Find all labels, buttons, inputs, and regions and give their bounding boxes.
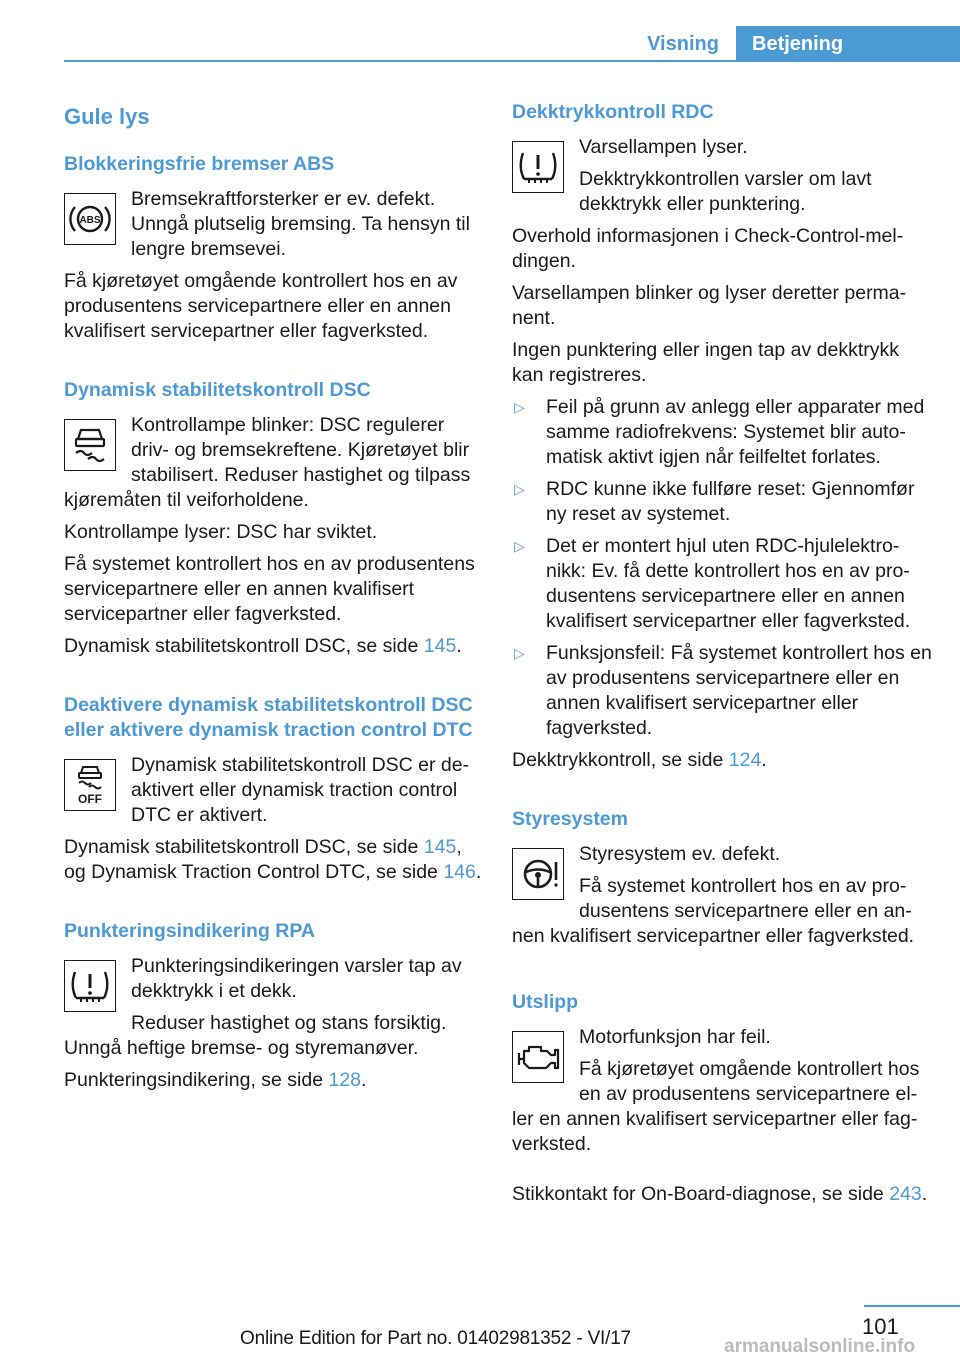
bullet-text: Det er montert hjul uten RDC-hjulelektronikk: Ev. få dette kontrollert hos en av produsentens servicepartnere eller en annen kvalifisert servicepartner eller fagverksted.: [546, 535, 911, 632]
dtc-reference: [64, 835, 482, 885]
rdc-reference: [512, 748, 932, 773]
list-item: [512, 534, 932, 634]
rdc-paragraph-3: Ingen punktering eller ingen tap av dekktrykk kan registreres.: [512, 339, 899, 386]
dtc-ref-text-1: Dynamisk stabilitetskontroll DSC, se side: [64, 836, 424, 858]
heading-abs: Blokkeringsfrie bremser ABS: [64, 153, 335, 175]
triangle-bullet-icon: ▷: [514, 481, 525, 497]
heading-rdc: Dekktrykkontroll RDC: [512, 101, 714, 123]
dtc-page-link-2[interactable]: 146: [443, 861, 476, 883]
left-column: [64, 100, 482, 1127]
dsc-paragraph-1: Kontrollampe lyser: DSC har sviktet.: [64, 521, 378, 543]
bullet-text: RDC kunne ikke fullføre reset: Gjennomfør ny reset av systemet.: [546, 478, 915, 525]
heading-dtc: Deaktivere dynamisk stabilitetskontroll DSC eller aktivere dynamisk traction control DTC: [64, 694, 473, 741]
rdc-text-1: Varsellampen lyser.: [579, 136, 748, 158]
watermark: armanualsonline.info: [724, 1336, 916, 1357]
footer-rule: [864, 1305, 960, 1307]
section-steering: [512, 807, 932, 956]
rdc-page-link[interactable]: 124: [728, 749, 762, 771]
rpa-reference: [64, 1068, 482, 1093]
dtc-page-link-1[interactable]: 145: [423, 836, 457, 858]
section-dtc: [64, 693, 482, 885]
section-title-yellow-lights: Gule lys: [64, 104, 150, 129]
heading-steering: Styresystem: [512, 808, 628, 830]
edition-text: Online Edition for Part no. 01402981352 - VI/17: [240, 1328, 631, 1349]
emission-page-link[interactable]: 243: [889, 1183, 922, 1205]
dsc-reference: [64, 634, 482, 659]
tab-visning[interactable]: [630, 26, 736, 62]
rpa-text-2: Reduser hastighet og stans forsiktig. Unngå heftige bremse- og styremanøver.: [64, 1012, 447, 1059]
rpa-ref-text: Punkteringsindikering, se side: [64, 1069, 329, 1091]
list-item: [512, 641, 932, 741]
triangle-bullet-icon: ▷: [514, 538, 525, 554]
dsc-ref-end: .: [456, 635, 462, 657]
steering-text-1: Styresystem ev. defekt.: [579, 843, 781, 865]
rdc-bullet-list: [512, 395, 932, 741]
emission-reference: [512, 1182, 932, 1207]
rpa-page-link[interactable]: 128: [328, 1069, 362, 1091]
steering-text-2: Få systemet kontrollert hos en av produsentens servicepartnere eller en annen kvalifisert servicepartner eller fagverksted.: [512, 875, 915, 947]
emission-ref-end: .: [921, 1183, 928, 1205]
section-rdc: [512, 100, 932, 773]
emission-text-2: Få kjøretøyet omgående kontrollert hos en av produsentens servicepartnere eller en annen kvalifisert servicepartner eller fagverksted.: [512, 1058, 920, 1155]
rdc-paragraph-2: Varsellampen blinker og lyser deretter permanent.: [512, 282, 907, 329]
section-emission: [512, 990, 932, 1207]
rdc-ref-end: .: [761, 749, 767, 771]
dtc-ref-end: .: [475, 861, 482, 883]
dsc-paragraph-2: Få systemet kontrollert hos en av produsentens servicepartnere eller en annen kvalifisert servicepartner eller fagverksted.: [64, 553, 475, 625]
abs-warning-icon: [64, 193, 116, 245]
rdc-paragraph-1: Overhold informasjonen i Check-Control-meldingen.: [512, 225, 904, 272]
section-rpa: [64, 919, 482, 1093]
tab-betjening-label: Betjening: [752, 32, 844, 55]
rdc-ref-text: Dekktrykkontroll, se side: [512, 749, 729, 771]
lamp-block-rdc: [512, 135, 932, 224]
section-abs: [64, 152, 482, 344]
tab-betjening[interactable]: [736, 26, 960, 62]
section-dsc: [64, 378, 482, 659]
dsc-text: Kontrollampe blinker: DSC regulerer driv- og bremsekreftene. Kjøretøyet blir stabilisert. Reduser hastighet og tilpass kjøremåten til veiforholdene.: [64, 414, 471, 511]
dsc-off-icon: [64, 759, 116, 811]
lamp-block-dtc: [64, 753, 482, 835]
dsc-off-label: OFF: [78, 792, 102, 806]
dsc-page-link[interactable]: 145: [423, 635, 457, 657]
right-column: [512, 100, 932, 1241]
dsc-ref-text: Dynamisk stabilitetskontroll DSC, se side: [64, 635, 424, 657]
header-rule: [64, 60, 960, 62]
bullet-text: Funksjonsfeil: Få systemet kontrollert hos en av produsentens servicepartnere eller en annen kvalifisert servicepartner eller fagverksted.: [546, 642, 932, 739]
dsc-skid-icon: [64, 419, 116, 471]
dtc-ref-mid: , og Dynamisk Traction Control DTC, se side: [64, 836, 462, 883]
engine-warning-icon: [512, 1031, 564, 1083]
lamp-block-abs: [64, 187, 482, 269]
emission-ref-text: Stikkontakt for On-Board-diagnose, se side: [512, 1183, 890, 1205]
list-item: [512, 477, 932, 527]
triangle-bullet-icon: ▷: [514, 645, 525, 661]
rpa-ref-end: .: [361, 1069, 367, 1091]
tire-pressure-warning-icon: [64, 960, 116, 1012]
steering-wheel-warning-icon: [512, 848, 564, 900]
lamp-block-steering: [512, 842, 932, 956]
abs-paragraph: Få kjøretøyet omgående kontrollert hos en av produsentens servicepartnere eller en annen kvalifisert servicepartner eller fagverksted.: [64, 270, 458, 342]
abs-text: Bremsekraftforsterker er ev. defekt. Unngå plutselig bremsing. Ta hensyn til lengre bremsevei.: [131, 188, 470, 260]
heading-dsc: Dynamisk stabilitetskontroll DSC: [64, 379, 371, 401]
page-number: 101: [862, 1314, 899, 1339]
list-item: [512, 395, 932, 470]
heading-emission: Utslipp: [512, 991, 579, 1013]
bullet-text: Feil på grunn av anlegg eller apparater med samme radiofrekvens: Systemet blir automatisk aktivt igjen når feilfeltet forlates.: [546, 396, 925, 468]
tab-visning-label: Visning: [647, 32, 719, 55]
rpa-text-1: Punkteringsindikeringen varsler tap av dekktrykk i et dekk.: [131, 955, 462, 1002]
tire-pressure-warning-icon: [512, 141, 564, 193]
lamp-block-rpa: [64, 954, 482, 1068]
heading-rpa: Punkteringsindikering RPA: [64, 920, 316, 942]
emission-text-1: Motorfunksjon har feil.: [579, 1026, 771, 1048]
triangle-bullet-icon: ▷: [514, 399, 525, 415]
svg-text:ABS: ABS: [79, 215, 101, 226]
rdc-text-2: Dekktrykkontrollen varsler om lavt dekktrykk eller punktering.: [579, 168, 872, 215]
lamp-block-emission: [512, 1025, 932, 1164]
dtc-text: Dynamisk stabilitetskontroll DSC er deaktivert eller dynamisk traction control DTC er aktivert.: [131, 754, 470, 826]
lamp-block-dsc: [64, 413, 482, 520]
